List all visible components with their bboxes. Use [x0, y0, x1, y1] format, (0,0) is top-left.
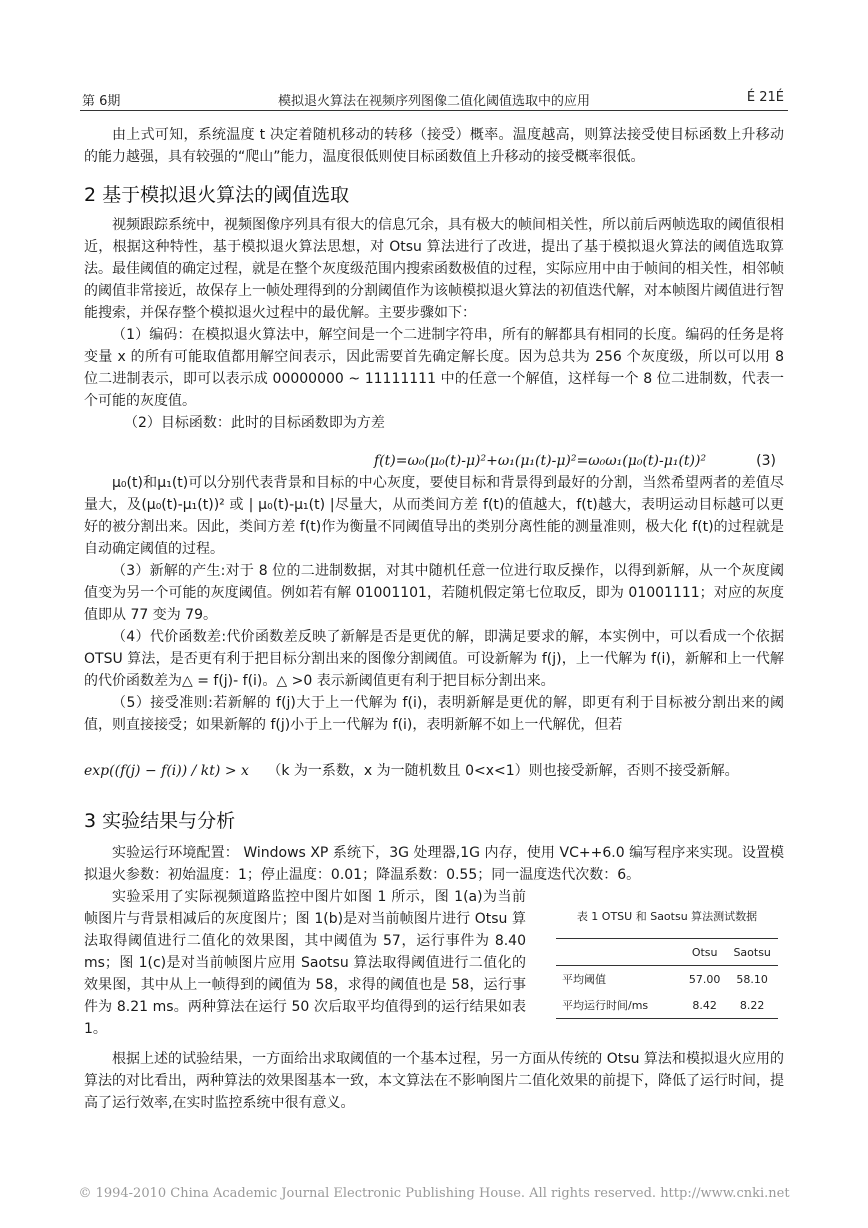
step-1-encoding: （1）编码：在模拟退火算法中，解空间是一个二进制字符串，所有的解都具有相同的长度。编码的任务是将变量 x 的所有可能取值都用解空间表示，因此需要首先确定解长度。因为总共为 256 个灰度级，所以可以用 8 位二进制表示，即可以表示成 00000000 ~ 11111111 中的任意一个解值，这样每一个 8 位二进制数，代表一个可能的灰度值。	[84, 327, 784, 409]
step-2-label: （2）目标函数：此时的目标函数即为方差	[124, 415, 385, 431]
acceptance-formula-line	[84, 760, 784, 782]
header-rule	[80, 110, 788, 111]
step-2-explanation: μ₀(t)和μ₁(t)可以分别代表背景和目标的中心灰度，要使目标和背景得到最好的分割，当然希望两者的差值尽量大，及(μ₀(t)-μ₁(t))² 或 | μ₀(t)-μ₁(t) |尽量大，从而类间方差 f(t)的值越大，f(t)越大，表明运动目标越可以更好的被分割出来。因此，类间方差 f(t)作为衡量不同阈值导出的类别分离性能的测量准则，极大化 f(t)的过程就是自动确定阈值的过程。	[84, 475, 784, 557]
table-header-saotsu: Saotsu	[733, 945, 771, 959]
running-header	[80, 88, 788, 112]
section-3-paragraph-1: 实验运行环境配置： Windows XP 系统下，3G 处理器,1G 内存，使用 VC++6.0 编写程序来实现。设置模拟退火参数：初始温度：1；停止温度：0.01；降温系数：0.55；同一温度迭代次数：6。	[84, 845, 784, 883]
equation-3-number: (3)	[756, 453, 776, 469]
table-header-otsu: Otsu	[691, 945, 718, 959]
intro-paragraph: 由上式可知，系统温度 t 决定着随机移动的转移（接受）概率。温度越高，则算法接受使目标函数上升移动的能力越强，具有较强的“爬山”能力，温度很低则使目标函数值上升移动的接受概率很低。	[84, 127, 784, 165]
running-title: 模拟退火算法在视频序列图像二值化阈值选取中的应用	[277, 94, 590, 109]
section-3-left-column	[84, 886, 526, 1040]
section-2-paragraph-1: 视频跟踪系统中，视频图像序列具有很大的信息冗余，具有极大的帧间相关性，所以前后两帧选取的阈值很相近，根据这种特性，基于模拟退火算法思想，对 Otsu 算法进行了改进，提出了基于模拟退火算法的阈值选取算法。最佳阈值的确定过程，就是在整个灰度级范围内搜索函数极值的过程，实际应用中由于帧间的相关性，相邻帧的阈值非常接近，故保存上一帧处理得到的分割阈值作为该帧模拟退火算法的初值迭代解，对本帧图片阈值进行智能搜索，并保存整个模拟退火过程中的最优解。主要步骤如下：	[84, 217, 784, 321]
step-3-new-solution: （3）新解的产生:对于 8 位的二进制数据，对其中随机任意一位进行取反操作，以得到新解，从一个灰度阈值变为另一个可能的灰度阈值。例如若有解 01001101，若随机假定第七位取反，即为 01001111；对应的灰度值即从 77 变为 79。	[84, 563, 784, 623]
saotsu-value: 58.10	[736, 972, 768, 986]
page-number: É 21É	[746, 90, 784, 105]
row-label: 平均阈值	[562, 973, 606, 986]
section-3-paragraph-2: 实验采用了实际视频道路监控中图片如图 1 所示，图 1(a)为当前帧图片与背景相减后的灰度图片；图 1(b)是对当前帧图片进行 Otsu 算法取得阈值进行二值化的效果图，其中阈值为 57，运行事件为 8.40 ms；图 1(c)是对当前帧图片应用 Saotsu 算法取得阈值进行二值化的效果图，其中从上一帧得到的阈值为 58，求得的阈值也是 58，运行事件为 8.21 ms。两种算法在运行 50 次后取平均值得到的运行结果如表 1。	[84, 889, 526, 1037]
section-2-body-top	[84, 214, 784, 434]
table-row	[556, 966, 778, 993]
section-3-config	[84, 842, 784, 886]
step-4-cost-difference: （4）代价函数差:代价函数差反映了新解是否是更优的解，即满足要求的解，本实例中，可以看成一个依据 OTSU 算法，是否更有利于把目标分割出来的图像分割阈值。可设新解为 f(j)，上一代解为 f(i)，新解和上一代解的代价函数差为△ = f(j)- f(i)。△ >0 表示新阈值更有利于把目标分割出来。	[84, 629, 784, 689]
table-row	[556, 992, 778, 1019]
issue-number: 第 6期	[82, 94, 121, 109]
step-5-acceptance: （5）接受准则:若新解的 f(j)大于上一代解为 f(i)，表明新解是更优的解，即更有利于目标被分割出来的阈值，则直接接受；如果新解的 f(j)小于上一代解为 f(i)，表明新解不如上一代解优，但若	[84, 695, 784, 733]
table-1	[556, 908, 778, 1019]
table-1-title: 表 1 OTSU 和 Saotsu 算法测试数据	[576, 910, 758, 923]
table-1-grid	[556, 938, 778, 1019]
copyright-footer: © 1994-2010 China Academic Journal Electronic Publishing House. All rights reserved. http://www.cnki.net	[78, 1186, 790, 1201]
table-header-row	[556, 939, 778, 966]
section-3-paragraph-3: 根据上述的试验结果，一方面给出求取阈值的一个基本过程，另一方面从传统的 Otsu 算法和模拟退火应用的算法的对比看出，两种算法的效果图基本一致，本文算法在不影响图片二值化效果的前提下，降低了运行时间，提高了运行效率,在实时监控系统中很有意义。	[84, 1051, 784, 1111]
section-3-heading: 3 实验结果与分析	[84, 810, 236, 832]
otsu-value: 57.00	[688, 972, 721, 986]
section-3-conclusion	[84, 1048, 784, 1114]
row-label: 平均运行时间/ms	[562, 999, 649, 1012]
saotsu-value: 8.22	[739, 998, 765, 1012]
acceptance-formula-tail: （k 为一系数，x 为一随机数且 0<x<1）则也接受新解，否则不接受新解。	[267, 763, 739, 779]
table-header-empty	[556, 939, 683, 966]
section-2-heading: 2 基于模拟退火算法的阈值选取	[84, 184, 350, 206]
equation-3: f(t)=ω₀(μ₀(t)-μ)²+ω₁(μ₁(t)-μ)²=ω₀ω₁(μ₀(t)-μ₁(t))²	[374, 453, 707, 469]
otsu-value: 8.42	[692, 998, 717, 1012]
intro-paragraph-block	[84, 124, 784, 168]
section-2-body-bottom	[84, 472, 784, 736]
acceptance-formula: exp((f(j) − f(i)) / kt) > x	[84, 763, 249, 779]
